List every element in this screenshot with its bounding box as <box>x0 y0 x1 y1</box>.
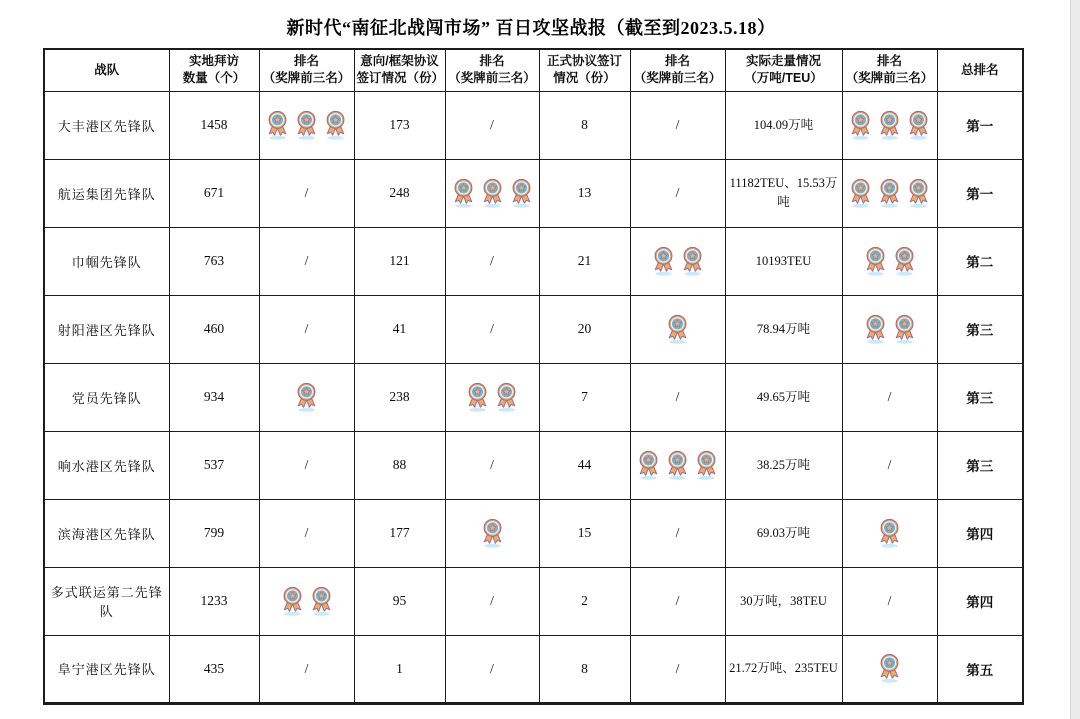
column-header-3: 意向/框架协议 签订情况（份） <box>354 49 445 91</box>
intent-agreements-cell: 248 <box>354 159 445 227</box>
visits-count-cell: 1233 <box>169 567 259 635</box>
table-header-row <box>44 49 1023 91</box>
table-row <box>44 295 1023 363</box>
formal-rank-cell: / <box>630 635 725 703</box>
intent-rank-cell: / <box>445 635 539 703</box>
medal-icon <box>493 382 520 413</box>
formal-agreements-cell: 21 <box>539 227 630 295</box>
volume-cell: 78.94万吨 <box>725 295 842 363</box>
team-name-cell: 滨海港区先锋队 <box>44 499 169 567</box>
medal-icon <box>650 246 677 277</box>
medal-icon <box>508 178 535 209</box>
volume-rank-cell <box>842 499 937 567</box>
column-header-9: 总排名 <box>937 49 1023 91</box>
visits-rank-cell: / <box>259 295 354 363</box>
table-row <box>44 227 1023 295</box>
intent-rank-cell: / <box>445 295 539 363</box>
intent-rank-cell <box>445 159 539 227</box>
team-name-cell: 巾帼先锋队 <box>44 227 169 295</box>
medal-icon <box>693 450 720 481</box>
visits-count-cell: 460 <box>169 295 259 363</box>
table-row <box>44 567 1023 635</box>
visits-count-cell: 763 <box>169 227 259 295</box>
medal-icon <box>279 586 306 617</box>
volume-cell: 38.25万吨 <box>725 431 842 499</box>
column-header-5: 正式协议签订 情况（份） <box>539 49 630 91</box>
medal-icon <box>891 246 918 277</box>
overall-rank-cell: 第二 <box>937 227 1023 295</box>
column-header-2: 排名 （奖牌前三名） <box>259 49 354 91</box>
medal-icon <box>905 110 932 141</box>
team-name-cell: 响水港区先锋队 <box>44 431 169 499</box>
volume-cell: 69.03万吨 <box>725 499 842 567</box>
formal-rank-cell: / <box>630 363 725 431</box>
medal-icon <box>876 178 903 209</box>
visits-rank-cell <box>259 567 354 635</box>
medal-icon <box>876 653 903 684</box>
column-header-1: 实地拜访 数量（个） <box>169 49 259 91</box>
visits-rank-cell: / <box>259 227 354 295</box>
intent-rank-cell <box>445 363 539 431</box>
table-row <box>44 499 1023 567</box>
medal-icon <box>905 178 932 209</box>
medal-icon <box>847 178 874 209</box>
intent-rank-cell: / <box>445 227 539 295</box>
medal-icon <box>264 110 291 141</box>
team-name-cell: 射阳港区先锋队 <box>44 295 169 363</box>
intent-agreements-cell: 88 <box>354 431 445 499</box>
medal-icon <box>464 382 491 413</box>
volume-cell: 104.09万吨 <box>725 91 842 159</box>
overall-rank-cell: 第一 <box>937 91 1023 159</box>
medal-icon <box>479 178 506 209</box>
formal-agreements-cell: 20 <box>539 295 630 363</box>
medal-icon <box>479 518 506 549</box>
volume-rank-cell <box>842 227 937 295</box>
visits-count-cell: 799 <box>169 499 259 567</box>
table-row <box>44 431 1023 499</box>
volume-cell: 49.65万吨 <box>725 363 842 431</box>
formal-agreements-cell: 2 <box>539 567 630 635</box>
overall-rank-cell: 第五 <box>937 635 1023 703</box>
volume-rank-cell <box>842 91 937 159</box>
medal-icon <box>293 110 320 141</box>
visits-count-cell: 537 <box>169 431 259 499</box>
formal-rank-cell <box>630 431 725 499</box>
visits-rank-cell <box>259 91 354 159</box>
table-row <box>44 159 1023 227</box>
overall-rank-cell: 第四 <box>937 499 1023 567</box>
intent-agreements-cell: 238 <box>354 363 445 431</box>
table-row <box>44 91 1023 159</box>
volume-rank-cell <box>842 159 937 227</box>
intent-agreements-cell: 121 <box>354 227 445 295</box>
volume-rank-cell: / <box>842 431 937 499</box>
medal-icon <box>876 518 903 549</box>
medal-icon <box>664 314 691 345</box>
formal-agreements-cell: 8 <box>539 91 630 159</box>
intent-rank-cell: / <box>445 431 539 499</box>
visits-rank-cell: / <box>259 159 354 227</box>
visits-count-cell: 1458 <box>169 91 259 159</box>
formal-rank-cell <box>630 295 725 363</box>
formal-rank-cell: / <box>630 159 725 227</box>
visits-rank-cell: / <box>259 635 354 703</box>
formal-rank-cell: / <box>630 499 725 567</box>
overall-rank-cell: 第一 <box>937 159 1023 227</box>
overall-rank-cell: 第三 <box>937 363 1023 431</box>
intent-agreements-cell: 41 <box>354 295 445 363</box>
visits-count-cell: 671 <box>169 159 259 227</box>
team-name-cell: 多式联运第二先锋队 <box>44 567 169 635</box>
medal-icon <box>308 586 335 617</box>
medal-icon <box>664 450 691 481</box>
medal-icon <box>862 246 889 277</box>
column-header-6: 排名 （奖牌前三名） <box>630 49 725 91</box>
team-name-cell: 阜宁港区先锋队 <box>44 635 169 703</box>
formal-agreements-cell: 8 <box>539 635 630 703</box>
intent-rank-cell: / <box>445 567 539 635</box>
formal-agreements-cell: 15 <box>539 499 630 567</box>
volume-rank-cell <box>842 295 937 363</box>
page-edge-strip <box>1070 0 1080 719</box>
medal-icon <box>450 178 477 209</box>
medal-icon <box>322 110 349 141</box>
column-header-4: 排名 （奖牌前三名） <box>445 49 539 91</box>
volume-cell: 10193TEU <box>725 227 842 295</box>
volume-cell: 11182TEU、15.53万吨 <box>725 159 842 227</box>
table-row <box>44 635 1023 703</box>
medal-icon <box>862 314 889 345</box>
volume-rank-cell: / <box>842 567 937 635</box>
intent-rank-cell: / <box>445 91 539 159</box>
volume-cell: 30万吨，38TEU <box>725 567 842 635</box>
team-name-cell: 大丰港区先锋队 <box>44 91 169 159</box>
column-header-7: 实际走量情况 （万吨/TEU） <box>725 49 842 91</box>
formal-agreements-cell: 7 <box>539 363 630 431</box>
medal-icon <box>891 314 918 345</box>
intent-agreements-cell: 95 <box>354 567 445 635</box>
formal-agreements-cell: 44 <box>539 431 630 499</box>
formal-rank-cell <box>630 227 725 295</box>
medal-icon <box>293 382 320 413</box>
table-row <box>44 363 1023 431</box>
visits-rank-cell: / <box>259 499 354 567</box>
intent-agreements-cell: 1 <box>354 635 445 703</box>
intent-agreements-cell: 173 <box>354 91 445 159</box>
intent-rank-cell <box>445 499 539 567</box>
visits-rank-cell: / <box>259 431 354 499</box>
visits-rank-cell <box>259 363 354 431</box>
page-title: 新时代“南征北战闯市场” 百日攻坚战报（截至到2023.5.18） <box>286 18 776 38</box>
formal-rank-cell: / <box>630 91 725 159</box>
team-name-cell: 党员先锋队 <box>44 363 169 431</box>
formal-rank-cell: / <box>630 567 725 635</box>
column-header-0: 战队 <box>44 49 169 91</box>
formal-agreements-cell: 13 <box>539 159 630 227</box>
medal-icon <box>876 110 903 141</box>
intent-agreements-cell: 177 <box>354 499 445 567</box>
volume-rank-cell <box>842 635 937 703</box>
medal-icon <box>635 450 662 481</box>
volume-rank-cell: / <box>842 363 937 431</box>
battle-report-table <box>43 48 1024 705</box>
column-header-8: 排名 （奖牌前三名） <box>842 49 937 91</box>
medal-icon <box>679 246 706 277</box>
visits-count-cell: 934 <box>169 363 259 431</box>
team-name-cell: 航运集团先锋队 <box>44 159 169 227</box>
medal-icon <box>847 110 874 141</box>
volume-cell: 21.72万吨、235TEU <box>725 635 842 703</box>
visits-count-cell: 435 <box>169 635 259 703</box>
overall-rank-cell: 第四 <box>937 567 1023 635</box>
overall-rank-cell: 第三 <box>937 431 1023 499</box>
overall-rank-cell: 第三 <box>937 295 1023 363</box>
